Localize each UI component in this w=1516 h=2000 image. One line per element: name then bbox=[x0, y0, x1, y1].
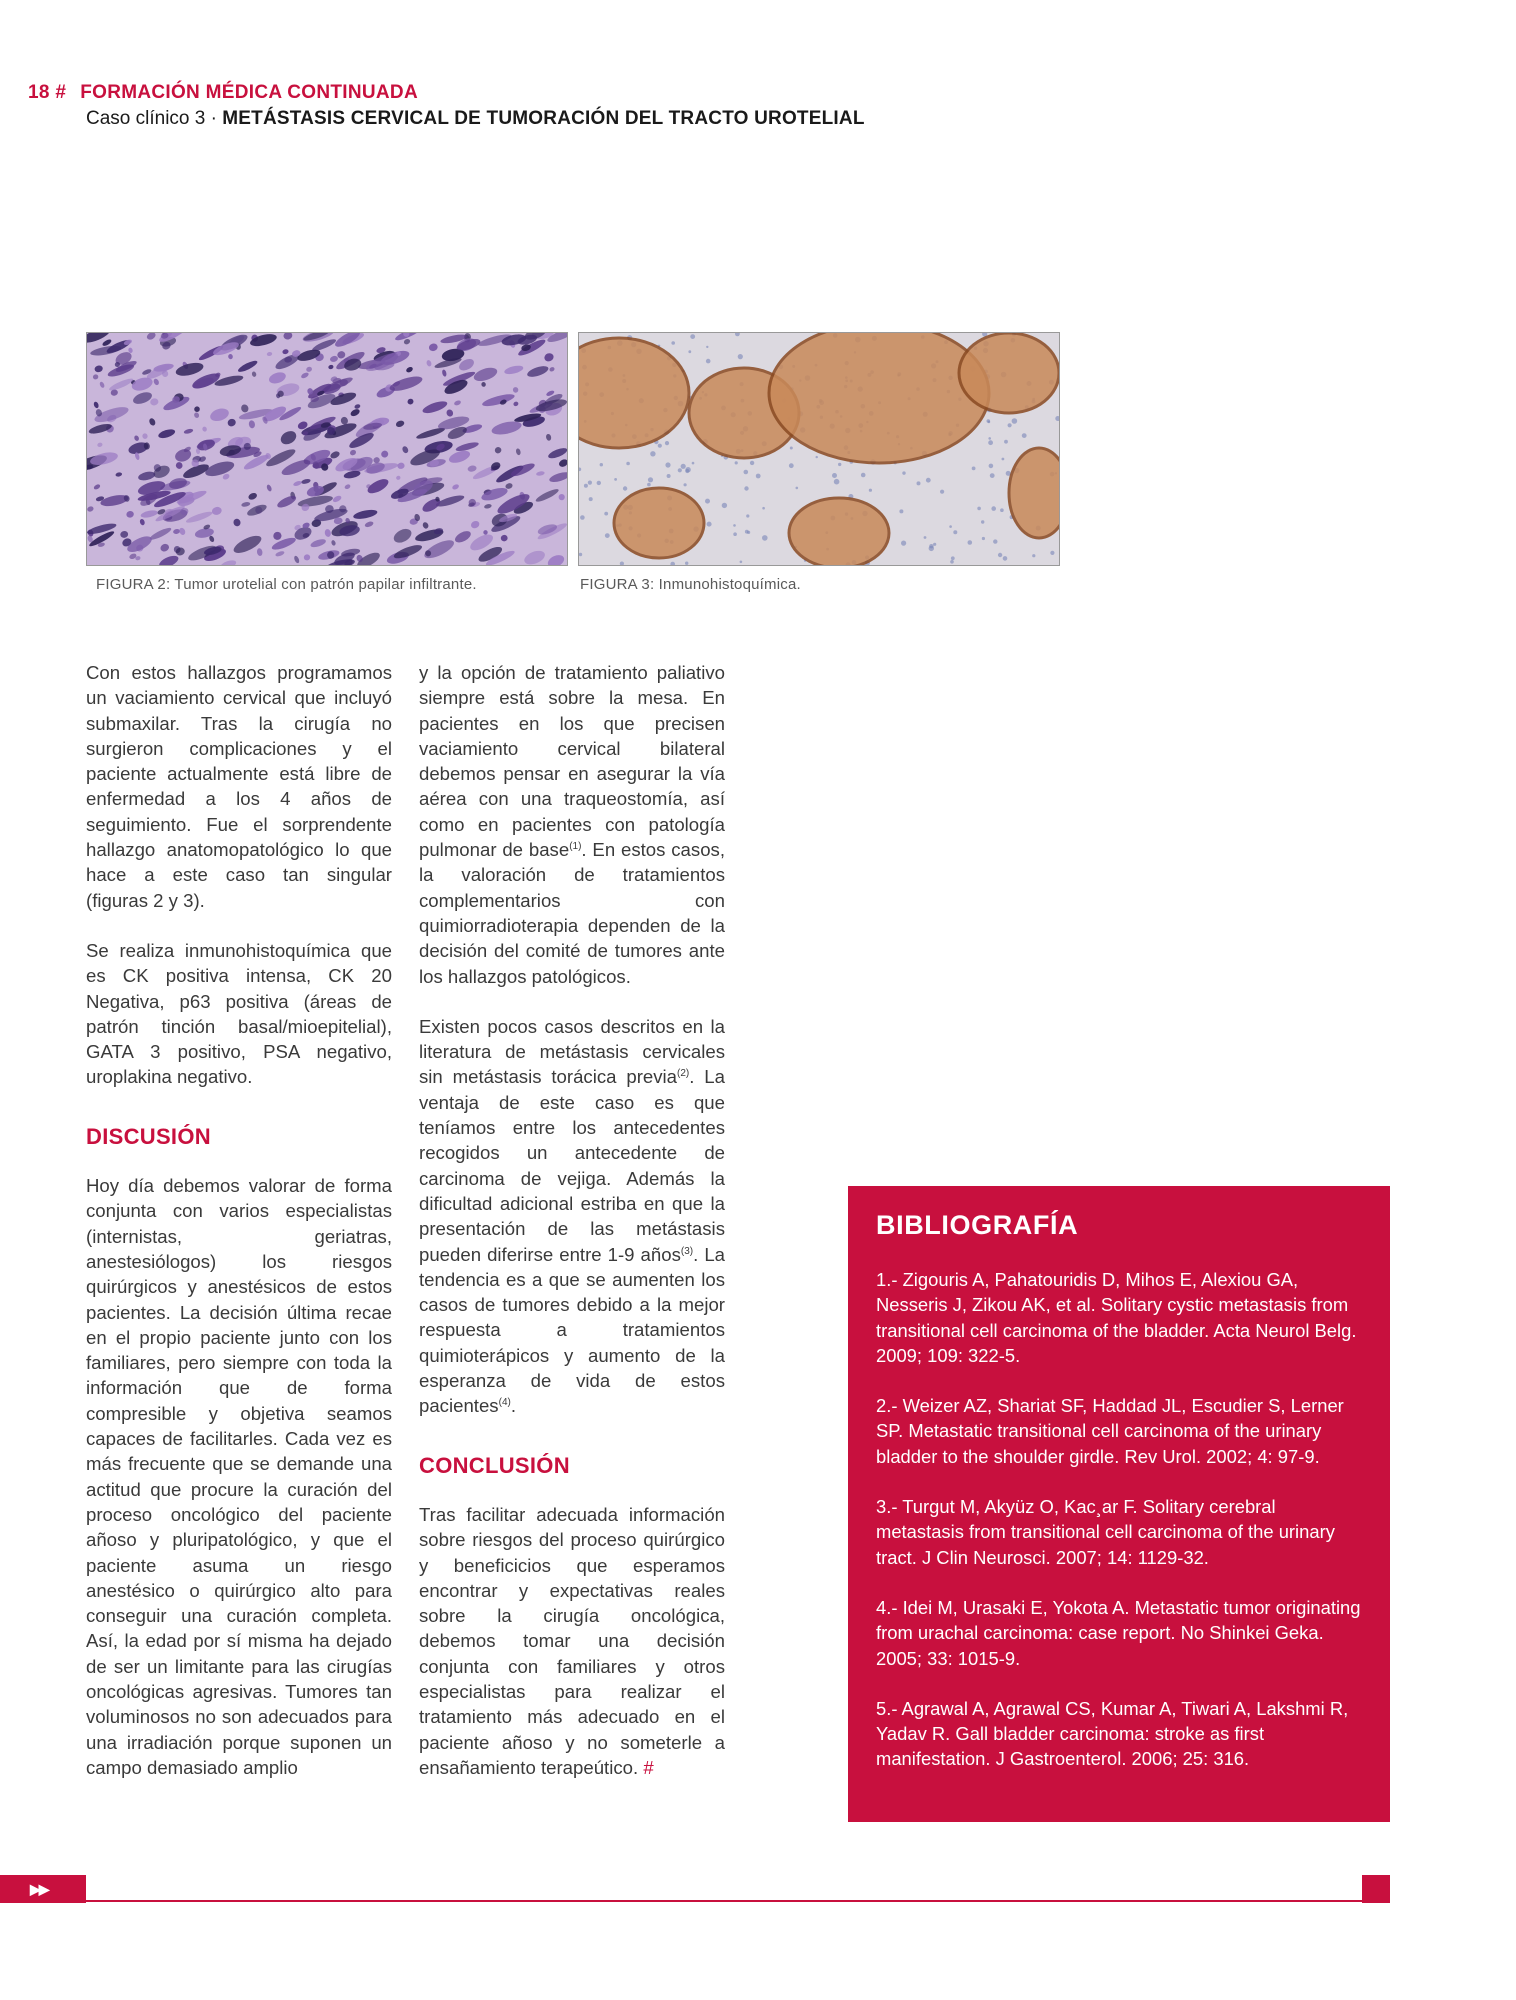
background-cell bbox=[667, 474, 671, 478]
reference-item: 1.- Zigouris A, Pahatouridis D, Mihos E, Alexiou GA, Nesseris J, Zikou AK, et al. Solitary cystic metastasis from transitional cell carcinoma of the bladder. Acta Neurol Belg. 2009; 109: 322-5. bbox=[876, 1269, 1357, 1366]
background-cell bbox=[789, 463, 794, 468]
background-cell bbox=[998, 553, 1002, 557]
stained-cell-cluster bbox=[959, 333, 1059, 413]
background-cell bbox=[1000, 508, 1004, 512]
background-cell bbox=[684, 483, 687, 486]
background-cell bbox=[929, 544, 933, 548]
conclusion-heading: CONCLUSIÓN bbox=[419, 1452, 570, 1478]
background-cell bbox=[977, 507, 981, 511]
reference-item: 3.- Turgut M, Akyüz O, Kac¸ar F. Solitary cerebral metastasis from transitional cell carcinoma of the urinary tract. J Clin Neurosci. 2007; 14: 1129-32. bbox=[876, 1496, 1335, 1568]
text-column-1 bbox=[86, 660, 392, 1805]
paragraph: Se realiza inmunohistoquímica que es CK positiva intensa, CK 20 Negativa, p63 positiva (áreas de patrón tinción basal/mioepitelial), GATA 3 positivo, PSA negativo, uroplakina negativo. bbox=[86, 939, 392, 1088]
reference-item: 4.- Idei M, Urasaki E, Yokota A. Metastatic tumor originating from urachal carcinoma: case report. No Shinkei Geka. 2005; 33: 1015-9. bbox=[876, 1596, 1361, 1669]
background-cell bbox=[988, 440, 993, 445]
background-cell bbox=[604, 512, 608, 516]
background-cell bbox=[832, 473, 837, 478]
background-cell bbox=[953, 530, 957, 534]
background-cell bbox=[706, 359, 711, 364]
background-cell bbox=[707, 522, 712, 527]
background-cell bbox=[834, 479, 840, 485]
background-cell bbox=[1032, 554, 1035, 557]
background-cell bbox=[600, 463, 603, 466]
paragraph: Tras facilitar adecuada información sobre riesgos del proceso quirúrgico y beneficicios que esperamos encontrar y expectativas reales sobre la cirugía oncológica, debemos tomar una decisión conjunta con familiares y otros especialistas para realizar el tratamiento más adecuado en el paciente añoso y no someterle a ensañamiento terapeútico. # bbox=[419, 1503, 725, 1778]
background-cell bbox=[685, 562, 688, 565]
page-number: 18 # bbox=[28, 82, 67, 103]
paragraph: Hoy día debemos valorar de forma conjunta con varios especialistas (internistas, geriatras, anestesiólogos) los riesgos quirúrgicos y anestésicos de estos pacientes. La decisión última recae en el propio paciente junto con los familiares, pero siempre con toda la información que de forma compresible y objetiva seamos capaces de facilitarles. Cada vez es más frecuente que se demande una actitud que procure la curación del proceso oncológico del paciente añoso y pluripatológico, y que el paciente asuma un riesgo anestésico o quirúrgico alto para conseguir una curación completa. Así, la edad por sí misma ha dejado de ser un limitante para las cirugías oncológicas agresivas. Tumores tan voluminosos no son adecuados para una irradiación porque suponen un campo demasiado amplio bbox=[86, 1175, 392, 1778]
stained-cell-cluster bbox=[769, 333, 989, 463]
background-cell bbox=[733, 532, 737, 536]
background-cell bbox=[750, 461, 754, 465]
text-column-2 bbox=[419, 660, 725, 1805]
background-cell bbox=[678, 468, 682, 472]
page-header bbox=[28, 82, 865, 130]
background-cell bbox=[681, 464, 686, 469]
background-cell bbox=[982, 537, 985, 540]
paragraph: Con estos hallazgos programamos un vaciamiento cervical que incluyó submaxilar. Tras la cirugía no surgieron complicaciones y el paciente actualmente está libre de enfermedad a los 4 años de seguimiento. Fue el sorprendente hallazgo anatomopatológico lo que hace a este caso tan singular (figuras 2 y 3). bbox=[86, 662, 392, 911]
background-cell bbox=[647, 483, 651, 487]
background-cell bbox=[981, 520, 984, 523]
background-cell bbox=[614, 478, 617, 481]
background-cell bbox=[746, 514, 749, 517]
background-cell bbox=[597, 481, 601, 485]
background-cell bbox=[756, 474, 761, 479]
stained-cell-cluster bbox=[614, 488, 704, 558]
next-page-arrows-icon: ▶▶ bbox=[30, 1881, 48, 1897]
background-cell bbox=[740, 561, 743, 564]
figure-3-caption: FIGURA 3: Inmunohistoquímica. bbox=[580, 576, 801, 593]
figure-2-caption: FIGURA 2: Tumor urotelial con patrón papilar infiltrante. bbox=[96, 576, 477, 593]
figure-3-immunohistochemistry-image bbox=[578, 332, 1060, 566]
background-cell bbox=[762, 535, 768, 541]
background-cell bbox=[745, 530, 749, 534]
background-cell bbox=[658, 444, 662, 448]
case-heading: METÁSTASIS CERVICAL DE TUMORACIÓN DEL TRACTO UROTELIAL bbox=[222, 108, 865, 129]
background-cell bbox=[588, 481, 592, 485]
background-cell bbox=[917, 481, 921, 485]
stained-cell-cluster bbox=[1009, 448, 1059, 538]
background-cell bbox=[993, 539, 997, 543]
background-cell bbox=[722, 503, 727, 508]
background-cell bbox=[733, 524, 736, 527]
background-cell bbox=[951, 556, 955, 560]
background-cell bbox=[650, 451, 655, 456]
end-mark: # bbox=[643, 1756, 654, 1778]
footer-rule bbox=[86, 1900, 1362, 1902]
background-cell bbox=[685, 469, 689, 473]
background-cell bbox=[735, 461, 738, 464]
background-cell bbox=[816, 456, 818, 458]
background-cell bbox=[762, 507, 765, 510]
stained-cell-cluster bbox=[789, 498, 889, 565]
background-cell bbox=[692, 462, 695, 465]
background-cell bbox=[665, 441, 669, 445]
bibliography-box bbox=[848, 1186, 1390, 1822]
background-cell bbox=[584, 484, 588, 488]
figure-2-histology-image bbox=[86, 332, 568, 566]
background-cell bbox=[744, 470, 749, 475]
background-cell bbox=[869, 489, 872, 492]
background-cell bbox=[1004, 440, 1008, 444]
background-cell bbox=[738, 354, 743, 359]
background-cell bbox=[705, 499, 710, 504]
case-label: Caso clínico 3 · bbox=[86, 108, 217, 129]
background-cell bbox=[744, 486, 748, 490]
background-cell bbox=[688, 350, 691, 353]
background-cell bbox=[1003, 556, 1008, 561]
background-cell bbox=[706, 346, 708, 348]
background-cell bbox=[838, 463, 841, 466]
background-cell bbox=[990, 473, 995, 478]
background-cell bbox=[861, 473, 866, 478]
background-cell bbox=[924, 536, 927, 539]
background-cell bbox=[589, 497, 593, 501]
background-cell bbox=[1022, 433, 1027, 438]
background-cell bbox=[1002, 458, 1005, 461]
background-cell bbox=[989, 464, 994, 469]
background-cell bbox=[988, 437, 991, 440]
background-cell bbox=[790, 447, 793, 450]
bibliography-heading: BIBLIOGRAFÍA bbox=[876, 1210, 1079, 1240]
background-cell bbox=[901, 541, 906, 546]
section-name: FORMACIÓN MÉDICA CONTINUADA bbox=[80, 82, 418, 103]
paragraph: y la opción de tratamiento paliativo siempre está sobre la mesa. En pacientes en los que precisen vaciamiento cervical bilateral debemos pensar en asegurar la vía aérea con una traqueostomía, así como en pacientes con patología pulmonar de base$^{(1)}$. En estos casos, la valoración de tratamientos complementarios con quimiorradioterapia dependen de la decisión del comité de tumores ante los hallazgos patológicos. bbox=[419, 662, 725, 987]
citation-ref: (2) bbox=[677, 1068, 690, 1080]
background-cell bbox=[1050, 551, 1054, 555]
background-cell bbox=[968, 540, 973, 545]
background-cell bbox=[933, 543, 936, 546]
background-cell bbox=[671, 341, 675, 345]
case-title bbox=[86, 108, 865, 130]
background-cell bbox=[988, 421, 991, 424]
citation-ref: (3) bbox=[680, 1245, 694, 1257]
background-cell bbox=[899, 509, 903, 513]
citation-ref: (1) bbox=[569, 840, 582, 852]
background-cell bbox=[991, 506, 996, 511]
footer-right-block bbox=[1362, 1875, 1390, 1903]
background-cell bbox=[580, 515, 585, 520]
background-cell bbox=[1008, 423, 1012, 427]
background-cell bbox=[605, 533, 610, 538]
background-cell bbox=[648, 477, 653, 482]
background-cell bbox=[623, 486, 627, 490]
discussion-heading: DISCUSIÓN bbox=[86, 1123, 211, 1149]
background-cell bbox=[690, 334, 695, 339]
reference-item: 5.- Agrawal A, Agrawal CS, Kumar A, Tiwari A, Lakshmi R, Yadav R. Gall bladder carcinoma: stroke as first manifestation. J Gastroenterol. 2006; 25: 316. bbox=[876, 1697, 1349, 1770]
background-cell bbox=[950, 560, 954, 564]
background-cell bbox=[940, 490, 944, 494]
reference-item: 2.- Weizer AZ, Shariat SF, Haddad JL, Escudier S, Lerner SP. Metastatic transitional cell carcinoma of the urinary bladder to the shoulder girdle. Rev Urol. 2002; 4: 97-9. bbox=[876, 1395, 1344, 1467]
paragraph: Existen pocos casos descritos en la literatura de metástasis cervicales sin metástasis torácica previa$^{(2)}$. La ventaja de este caso es que teníamos entre los antecedentes recogidos un antecedente de carcinoma de vejiga. Además la dificultad adicional estriba en que la presentación de las metástasis pueden diferirse entre 1-9 años$^{(3)}$. La tendencia es a que se aumenten los casos de tumores debido a la mejor respuesta a tratamientos quimioterápicos y aumento de la esperanza de vida de estos pacientes$^{(4)}$. bbox=[419, 1015, 726, 1417]
background-cell bbox=[902, 471, 905, 474]
background-cell bbox=[626, 462, 630, 466]
background-cell bbox=[972, 467, 976, 471]
background-cell bbox=[949, 525, 952, 528]
background-cell bbox=[1012, 418, 1018, 424]
background-cell bbox=[796, 487, 799, 490]
citation-ref: (4) bbox=[498, 1397, 511, 1409]
background-cell bbox=[665, 462, 670, 467]
background-cell bbox=[926, 478, 931, 483]
section-title bbox=[28, 82, 865, 104]
